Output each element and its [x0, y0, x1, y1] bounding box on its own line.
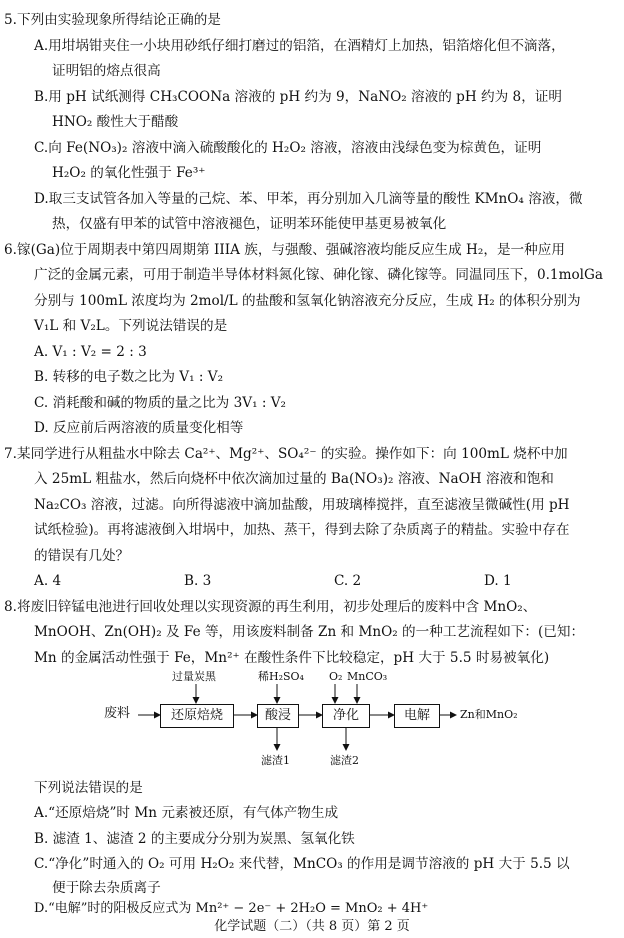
flow-input-oxygen: O₂: [329, 670, 343, 683]
flow-output-residue2: 滤渣2: [330, 754, 359, 767]
q7-stem-line3: Na₂CO₃ 溶液，过滤。向所得滤液中滴加盐酸，用玻璃棒搅拌，直至滤液呈微碱性(用 pH: [34, 497, 570, 513]
q5-option-d-line1: D.取三支试管各加入等量的己烷、苯、甲苯，再分别加入几滴等量的酸性 KMnO₄ 溶液，微: [34, 191, 583, 207]
flow-input-sulfuric-acid: 稀H₂SO₄: [258, 670, 304, 683]
q8-stem-line4: 下列说法错误的是: [34, 780, 143, 796]
flow-box-reduction-roasting: 还原焙烧: [160, 704, 234, 728]
flow-input-mnco3: MnCO₃: [347, 670, 388, 683]
flow-box-acid-leaching: 酸浸: [257, 704, 299, 728]
flow-start-label: 废料: [104, 706, 131, 721]
q8-stem-line1: 8.将废旧锌锰电池进行回收处理以实现资源的再生利用，初步处理后的废料中含 MnO₂、: [4, 599, 537, 615]
q5-option-b-line2: HNO₂ 酸性大于醋酸: [52, 114, 179, 130]
q5-option-a-line1: A.用坩埚钳夹住一小块用砂纸仔细打磨过的铝箔，在酒精灯上加热，铝箔熔化但不滴落，: [34, 38, 565, 54]
process-flow-diagram: [104, 670, 540, 774]
flow-output-residue1: 滤渣1: [261, 754, 290, 767]
q7-stem-line1: 7.某同学进行从粗盐水中除去 Ca²⁺、Mg²⁺、SO₄²⁻ 的实验。操作如下：向 100mL 烧杯中加: [4, 446, 568, 462]
q6-option-a: A. V₁ : V₂ = 2 : 3: [34, 344, 147, 360]
flow-box-purification: 净化: [322, 704, 370, 728]
q6-option-c: C. 消耗酸和碱的物质的量之比为 3V₁ : V₂: [34, 395, 287, 411]
q5-option-c-line1: C.向 Fe(NO₃)₂ 溶液中滴入硫酸酸化的 H₂O₂ 溶液，溶液由浅绿色变为棕黄色，证明: [34, 140, 542, 156]
q5-option-b-line1: B.用 pH 试纸测得 CH₃COONa 溶液的 pH 约为 9，NaNO₂ 溶液的 pH 约为 8，证明: [34, 89, 562, 105]
flow-input-carbon: 过量炭黑: [172, 670, 216, 683]
q5-option-d-line2: 热，仅盛有甲苯的试管中溶液褪色，证明苯环能使甲基更易被氧化: [52, 216, 447, 232]
q8-option-c-line2: 便于除去杂质离子: [52, 880, 161, 896]
q8-option-c-line1: C.“净化”时通入的 O₂ 可用 H₂O₂ 来代替，MnCO₃ 的作用是调节溶液的 pH 大于 5.5 以: [34, 856, 570, 872]
page-footer: 化学试题（二）（共 8 页）第 2 页: [214, 919, 410, 934]
q6-stem-line4: V₁L 和 V₂L。下列说法错误的是: [34, 318, 228, 334]
q7-stem-line2: 入 25mL 粗盐水，然后向烧杯中依次滴加过量的 Ba(NO₃)₂ 溶液、NaOH 溶液和饱和: [34, 471, 554, 487]
q6-stem-line3: 分别与 100mL 浓度均为 2mol/L 的盐酸和氢氧化钠溶液充分反应，生成 H₂ 的体积分别为: [34, 293, 581, 309]
q7-stem-line5: 的错误有几处？: [34, 548, 130, 564]
q8-stem-line2: MnOOH、Zn(OH)₂ 及 Fe 等，用该废料制备 Zn 和 MnO₂ 的一种工艺流程如下：(已知：: [34, 624, 585, 640]
flow-box-electrolysis: 电解: [394, 704, 440, 728]
q8-option-d: D.“电解”时的阳极反应式为 Mn²⁺ − 2e⁻ + 2H₂O = MnO₂ + 4H⁺: [34, 901, 429, 916]
flow-end-label: Zn和MnO₂: [460, 708, 518, 721]
q6-option-b: B. 转移的电子数之比为 V₁ : V₂: [34, 369, 224, 385]
q8-option-a: A.“还原焙烧”时 Mn 元素被还原，有气体产物生成: [34, 805, 339, 821]
q5-stem: 5.下列由实验现象所得结论正确的是: [4, 12, 221, 28]
q7-option-a: A. 4: [34, 573, 62, 589]
q7-stem-line4: 试纸检验)。再将滤液倒入坩埚中，加热、蒸干，得到去除了杂质离子的精盐。实验中存在: [34, 522, 570, 538]
q7-option-b: B. 3: [184, 573, 212, 589]
q8-option-b: B. 滤渣 1、滤渣 2 的主要成分分别为炭黑、氢氧化铁: [34, 831, 355, 847]
q5-option-c-line2: H₂O₂ 的氧化性强于 Fe³⁺: [52, 165, 206, 181]
q6-stem-line1: 6.镓(Ga)位于周期表中第四周期第 IIIA 族，与强酸、强碱溶液均能反应生成 H₂，是一种应用: [4, 242, 565, 258]
q8-stem-line3: Mn 的金属活动性强于 Fe，Mn²⁺ 在酸性条件下比较稳定，pH 大于 5.5 时易被氧化): [34, 650, 550, 666]
q6-option-d: D. 反应前后两溶液的质量变化相等: [34, 420, 244, 436]
q7-option-c: C. 2: [334, 573, 362, 589]
q6-stem-line2: 广泛的金属元素，可用于制造半导体材料氮化镓、砷化镓、磷化镓等。同温同压下，0.1molGa: [34, 267, 603, 283]
q7-options: [34, 571, 594, 591]
q7-option-d: D. 1: [484, 573, 512, 589]
q5-option-a-line2: 证明铝的熔点很高: [52, 63, 161, 79]
